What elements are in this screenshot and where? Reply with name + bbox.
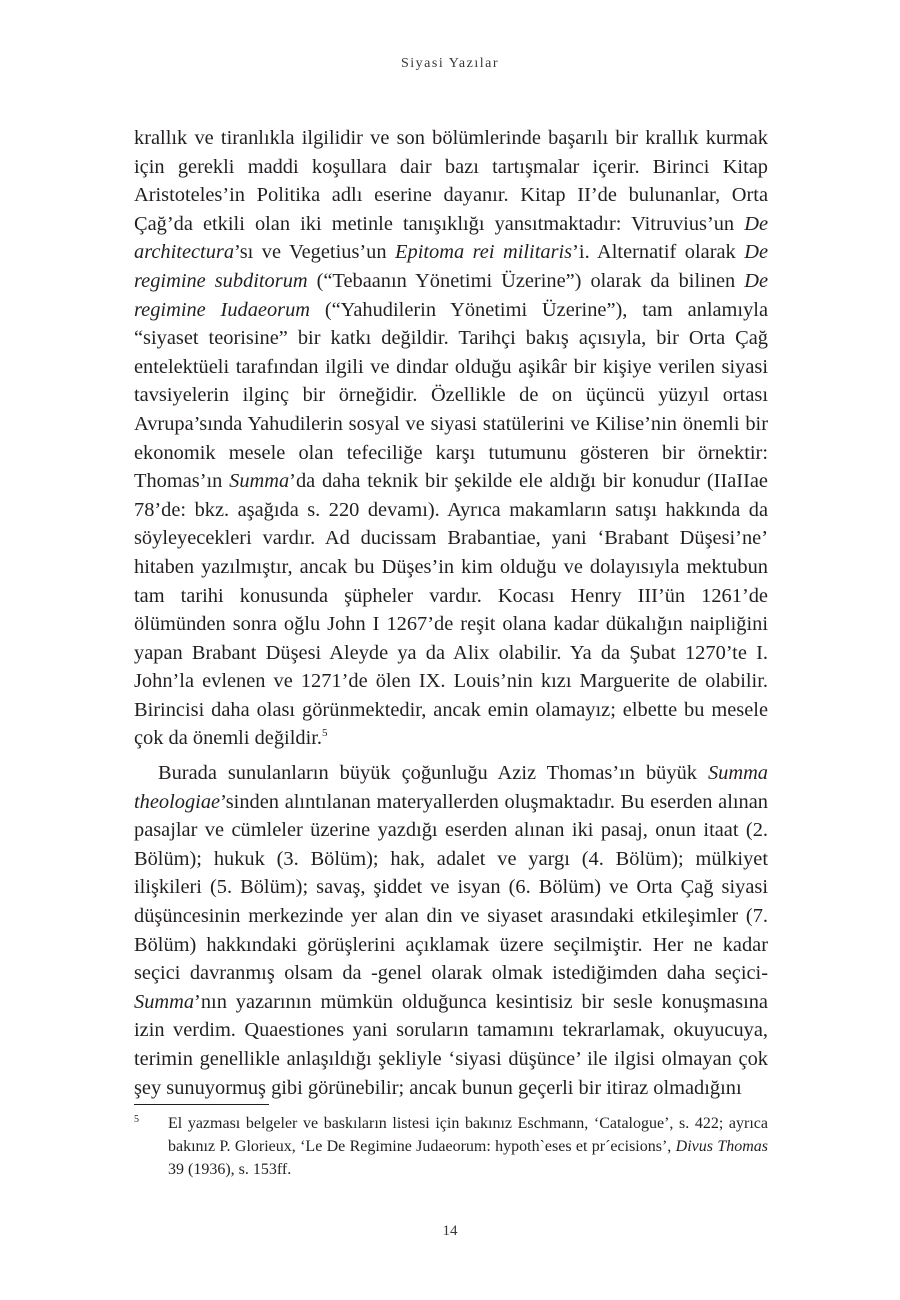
text-segment: Burada sunulanların büyük çoğunluğu Aziz Thomas’ın büyük [158, 762, 708, 785]
text-segment: ’i. Alternatif olarak [572, 241, 745, 264]
body-text [134, 124, 768, 1102]
text-segment: 39 (1936), s. 153ff. [168, 1161, 292, 1178]
italic-title: Summa theologiae [134, 762, 768, 813]
text-segment: (“Tebaanın Yönetimi Üzerine”) olarak da bilinen [307, 269, 745, 292]
footnote-text [168, 1112, 768, 1181]
footnote-divider [134, 1104, 269, 1105]
text-segment: ’nın yazarının mümkün olduğunca kesintisiz bir sesle konuşmasına izin verdim. Quaestiones yani soruların tamamını tekrarlamak, okuyucuya, terimin genellikle anlaşıldığı şekliyle ‘siyasi düşünce’ ile ilgisi olmayan çok şey sunuyormuş gibi görünebilir; ancak bunun geçerli bir itiraz olmadığını [134, 990, 768, 1099]
text-segment: ’sinden alıntılanan materyallerden oluşmaktadır. Bu eserden alınan pasajlar ve cümleler üzerine yazdığı eserden alınan iki pasaj, onun itaat (2. Bölüm); hukuk (3. Bölüm); hak, adalet ve yargı (4. Bölüm); mülkiyet ilişkileri (5. Bölüm); savaş, şiddet ve isyan (6. Bölüm) ve Orta Çağ siyasi düşüncesinin merkezinde yer alan din ve siyaset arasındaki etkileşimler (7. Bölüm) hakkındaki görüşlerini açıklamak üzere seçilmiştir. Her ne kadar seçici davranmış olsam da -genel olarak olmak istediğimden daha seçici- [134, 790, 768, 985]
italic-title: De regimine Iudaeorum [134, 269, 768, 321]
text-segment: ’sı ve Vegetius’un [234, 241, 396, 264]
italic-title: Divus Thomas [675, 1138, 768, 1155]
italic-title: Summa [229, 470, 290, 493]
italic-title: Summa [134, 990, 195, 1013]
paragraph-2 [134, 759, 768, 1102]
text-segment: El yazması belgeler ve baskıların listesi için bakınız Eschmann, ‘Catalogue’, s. 422; ayrıca bakınız P. Glorieux, ‘Le De Regimine Judaeorum: hypoth`eses et pr´ecisions’, [168, 1115, 768, 1155]
footnote-reference[interactable]: 5 [322, 727, 328, 740]
italic-title: De architectura [134, 212, 768, 264]
italic-title: De regimine subditorum [134, 241, 768, 292]
footnote [134, 1112, 768, 1181]
text-segment: krallık ve tiranlıkla ilgilidir ve son bölümlerinde başarılı bir krallık kurmak için gerekli maddi koşullara dair bazı tartışmalar içerir. Birinci Kitap Aristoteles’in Politika adlı eserine dayanır. Kitap II’de bulunanlar, Orta Çağ’da etkili olan iki metinle tanışıklığı yansıtmaktadır: Vitruvius’un [134, 127, 768, 235]
running-head: Siyasi Yazılar [401, 56, 499, 71]
text-segment: (“Yahudilerin Yönetimi Üzerine”), tam anlamıyla “siyaset teorisine” bir katkı değildir. Tarihçi bakış açısıyla, bir Orta Çağ entelektüeli tarafından ilgili ve dindar olduğu aşikâr bir kişiye verilen siyasi tavsiyelerin ilginç bir örneğidir. Özellikle de on üçüncü yüzyıl ortası Avrupa’sında Yahudilerin sosyal ve siyasi statülerini ve Kilise’nin önemli bir ekonomik mesele olan tefeciliğe karşı tutumunu gösteren bir örnektir: Thomas’ın [134, 298, 768, 493]
paragraph-1 [134, 124, 768, 753]
text-segment: ’da daha teknik bir şekilde ele aldığı bir konudur (IIaIIae 78’de: bkz. aşağıda s. 220 devamı). Ayrıca makamların satışı hakkında da söyleyecekleri vardır. Ad ducissam Brabantiae, yani ‘Brabant Düşesi’ne’ hitaben yazılmıştır, ancak bu Düşes’in kim olduğu ve dolayısıyla mektubun tam tarihi konusunda şüpheler vardır. Kocası Henry III’ün 1261’de ölümünden sonra oğlu John I 1267’de reşit olana kadar dükalığın naipliğini yapan Brabant Düşesi Aleyde ya da Alix olabilir. Ya da Şubat 1270’te I. John’la evlenen ve 1271’de ölen IX. Louis’nin kızı Marguerite de olabilir. Birincisi daha olası görünmektedir, ancak emin olamayız; elbette bu mesele çok da önemli değildir. [134, 470, 768, 750]
italic-title: Epitoma rei militaris [395, 241, 573, 264]
page-number: 14 [442, 1223, 458, 1239]
footnote-number: 5 [134, 1114, 139, 1125]
